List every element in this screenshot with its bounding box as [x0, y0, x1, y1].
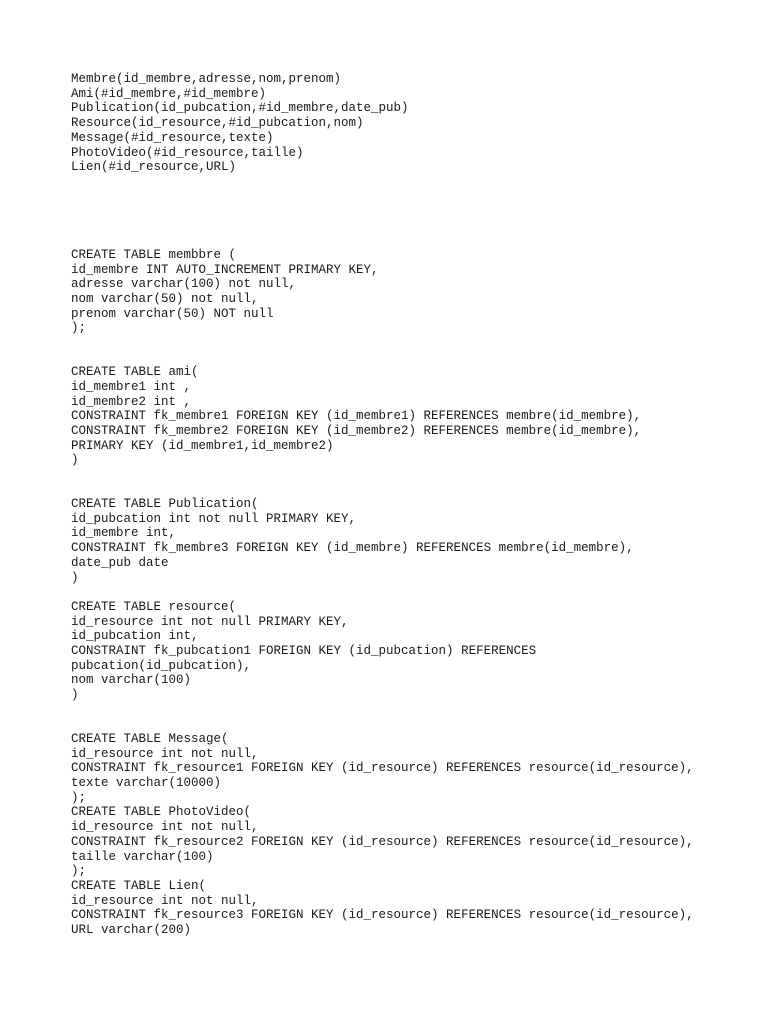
code-line: CONSTRAINT fk_membre3 FOREIGN KEY (id_membre) REFERENCES membre(id_membre), [71, 541, 634, 556]
code-line: nom varchar(100) [71, 673, 192, 688]
create-membre-block [71, 248, 748, 336]
code-line: id_pubcation int, [71, 629, 199, 644]
code-line: id_membre1 int , [71, 379, 192, 394]
code-line: id_membre2 int , [71, 394, 192, 409]
spacer [71, 175, 748, 248]
create-resource-block [71, 600, 748, 703]
code-line: CONSTRAINT fk_membre2 FOREIGN KEY (id_membre2) REFERENCES membre(id_membre), [71, 423, 642, 438]
code-line: id_pubcation int not null PRIMARY KEY, [71, 511, 357, 526]
code-line: ); [71, 321, 87, 336]
code-line: CONSTRAINT fk_pubcation1 FOREIGN KEY (id_pubcation) REFERENCES [71, 644, 537, 659]
code-line: id_resource int not null, [71, 893, 259, 908]
code-line: CREATE TABLE Lien( [71, 878, 207, 893]
code-line: CONSTRAINT fk_resource3 FOREIGN KEY (id_resource) REFERENCES resource(id_resource), [71, 908, 694, 923]
code-line: ) [71, 688, 79, 703]
document-page [71, 72, 748, 938]
create-message-photovideo-lien-block [71, 732, 748, 938]
code-line: pubcation(id_pubcation), [71, 658, 252, 673]
code-line: ) [71, 570, 79, 585]
schema-line: Resource(id_resource,#id_pubcation,nom) [71, 116, 364, 131]
spacer [71, 336, 748, 365]
schema-line: Membre(id_membre,adresse,nom,prenom) [71, 72, 342, 86]
code-line: prenom varchar(50) NOT null [71, 306, 274, 321]
code-line: URL varchar(200) [71, 923, 192, 938]
code-line: date_pub date [71, 555, 169, 570]
schema-line: Ami(#id_membre,#id_membre) [71, 86, 267, 101]
code-line: CONSTRAINT fk_resource2 FOREIGN KEY (id_resource) REFERENCES resource(id_resource), [71, 834, 694, 849]
code-line: ); [71, 864, 87, 879]
code-line: CONSTRAINT fk_membre1 FOREIGN KEY (id_membre1) REFERENCES membre(id_membre), [71, 409, 642, 424]
code-line: id_resource int not null PRIMARY KEY, [71, 614, 349, 629]
code-line: id_membre INT AUTO_INCREMENT PRIMARY KEY, [71, 262, 379, 277]
code-line: texte varchar(10000) [71, 776, 222, 790]
schema-line: Message(#id_resource,texte) [71, 130, 274, 145]
code-line: CREATE TABLE Message( [71, 731, 229, 746]
code-line: taille varchar(100) [71, 849, 214, 864]
create-ami-block [71, 365, 748, 468]
code-line: adresse varchar(100) not null, [71, 277, 297, 292]
code-line: CREATE TABLE resource( [71, 599, 237, 614]
schema-line: Publication(id_pubcation,#id_membre,date_pub) [71, 101, 409, 116]
code-line: ) [71, 453, 79, 468]
schema-line: Lien(#id_resource,URL) [71, 160, 237, 175]
code-line: id_membre int, [71, 526, 177, 541]
schema-block [71, 72, 748, 175]
spacer [71, 468, 748, 497]
code-line: nom varchar(50) not null, [71, 292, 259, 307]
spacer [71, 703, 748, 732]
code-line: PRIMARY KEY (id_membre1,id_membre2) [71, 438, 334, 453]
code-line: id_resource int not null, [71, 820, 259, 835]
code-line: CONSTRAINT fk_resource1 FOREIGN KEY (id_resource) REFERENCES resource(id_resource), [71, 761, 694, 776]
code-line: CREATE TABLE membbre ( [71, 247, 237, 262]
spacer [71, 585, 748, 600]
code-line: ); [71, 790, 87, 805]
code-line: CREATE TABLE PhotoVideo( [71, 805, 252, 820]
code-line: CREATE TABLE Publication( [71, 497, 259, 512]
code-line: CREATE TABLE ami( [71, 365, 199, 380]
schema-line: PhotoVideo(#id_resource,taille) [71, 145, 304, 160]
code-line: id_resource int not null, [71, 746, 259, 761]
create-publication-block [71, 497, 748, 585]
